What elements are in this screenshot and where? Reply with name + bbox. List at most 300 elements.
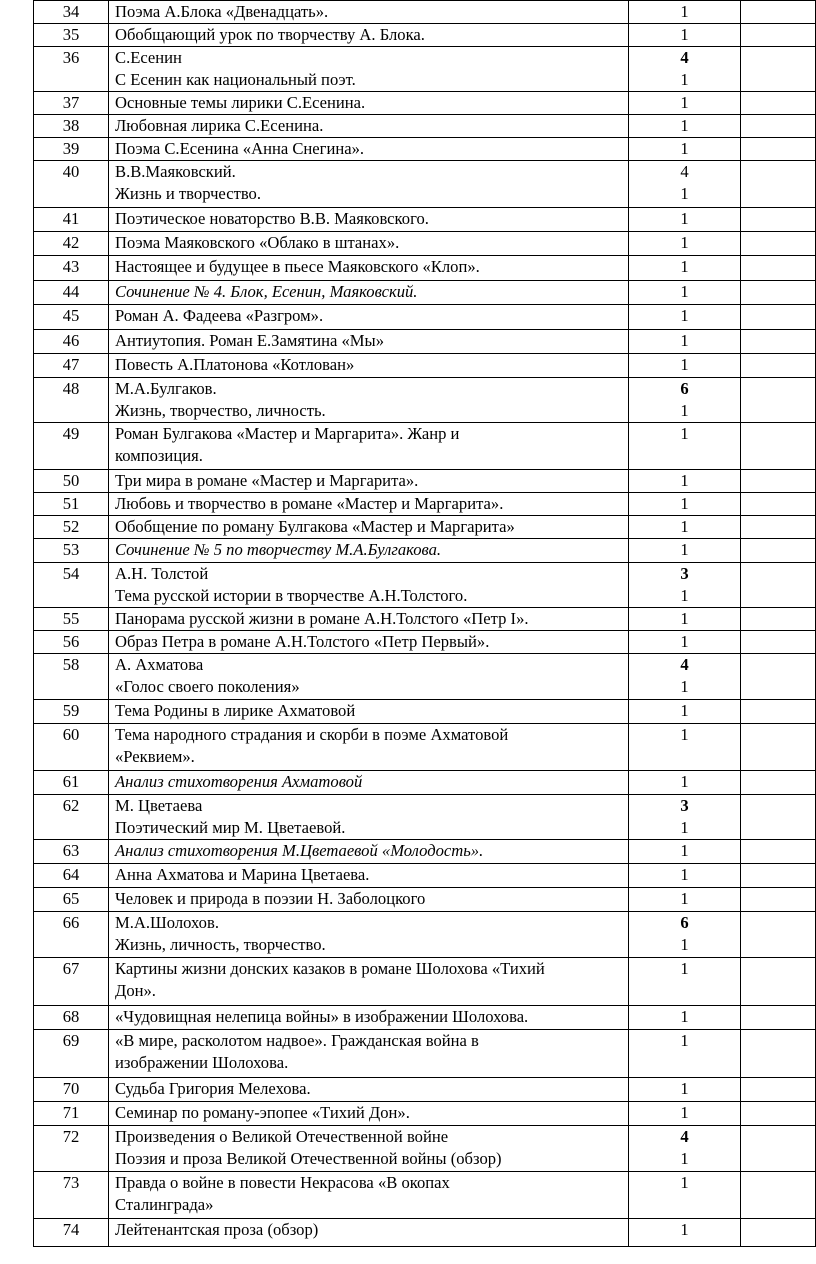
lesson-topic-line: Тема народного страдания и скорби в поэме Ахматовой <box>115 725 509 744</box>
lesson-hours-cell <box>629 1219 741 1247</box>
table-row <box>34 208 816 232</box>
lesson-topic-line: «Голос своего поколения» <box>115 677 300 696</box>
lesson-hours-value: 1 <box>680 677 689 696</box>
lesson-topic-cell <box>109 539 629 563</box>
empty-date-cell <box>741 888 816 912</box>
lesson-topic-line: Антиутопия. Роман Е.Замятина «Мы» <box>115 331 385 350</box>
lesson-hours-cell <box>629 654 741 700</box>
lesson-topic-line: Поэзия и проза Великой Отечественной войны (обзор) <box>115 1149 502 1168</box>
lesson-number-cell: 41 <box>34 208 109 232</box>
lesson-topic-line: Человек и природа в поэзии Н. Заболоцкого <box>115 889 426 908</box>
lesson-topic-cell <box>109 161 629 208</box>
empty-date-cell <box>741 700 816 724</box>
table-row <box>34 378 816 423</box>
table-body <box>34 1 816 1247</box>
table-row <box>34 563 816 608</box>
lesson-topic-cell <box>109 493 629 516</box>
lesson-hours-cell <box>629 423 741 470</box>
lesson-topic-cell <box>109 232 629 256</box>
lesson-topic-line: С Есенин как национальный поэт. <box>115 70 356 89</box>
table-row <box>34 470 816 493</box>
lesson-topic-line: композиция. <box>115 446 203 465</box>
lesson-hours-value: 1 <box>680 471 689 490</box>
table-row <box>34 724 816 771</box>
empty-date-cell <box>741 1030 816 1078</box>
table-row <box>34 700 816 724</box>
lesson-hours-cell <box>629 92 741 115</box>
lesson-topic-line: Роман Булгакова «Мастер и Маргарита». Жанр и <box>115 424 460 443</box>
empty-date-cell <box>741 1219 816 1247</box>
lesson-topic-cell <box>109 1 629 24</box>
section-hours-total: 4 <box>680 655 689 674</box>
empty-date-cell <box>741 608 816 631</box>
lesson-number-cell: 34 <box>34 1 109 24</box>
lesson-hours-cell <box>629 912 741 958</box>
table-row <box>34 1102 816 1126</box>
empty-date-cell <box>741 1006 816 1030</box>
lesson-topic-cell <box>109 115 629 138</box>
lesson-hours-value: 1 <box>680 609 689 628</box>
lesson-hours-value: 1 <box>680 139 689 158</box>
lesson-number-cell: 49 <box>34 423 109 470</box>
lesson-topic-cell <box>109 700 629 724</box>
lesson-topic-line: Картины жизни донских казаков в романе Шолохова «Тихий <box>115 959 545 978</box>
section-hours-total: 4 <box>680 1127 689 1146</box>
lesson-hours-value: 1 <box>680 93 689 112</box>
table-row <box>34 608 816 631</box>
lesson-topic-line: Поэтическое новаторство В.В. Маяковского. <box>115 209 429 228</box>
lesson-number-cell: 56 <box>34 631 109 654</box>
lesson-topic-cell <box>109 1078 629 1102</box>
lesson-hours-cell <box>629 608 741 631</box>
empty-date-cell <box>741 1078 816 1102</box>
lesson-number-cell: 44 <box>34 281 109 305</box>
lesson-number-cell: 39 <box>34 138 109 161</box>
table-row <box>34 1006 816 1030</box>
section-hours-total: 3 <box>680 796 689 815</box>
lesson-number-cell: 62 <box>34 795 109 840</box>
lesson-topic-line: Произведения о Великой Отечественной войне <box>115 1127 449 1146</box>
lesson-hours-cell <box>629 470 741 493</box>
lesson-hours-cell <box>629 1102 741 1126</box>
lesson-hours-value: 1 <box>680 1007 689 1026</box>
empty-date-cell <box>741 470 816 493</box>
empty-date-cell <box>741 115 816 138</box>
lesson-topic-cell <box>109 281 629 305</box>
lesson-topic-line: Роман А. Фадеева «Разгром». <box>115 306 324 325</box>
lesson-topic-cell <box>109 47 629 92</box>
lesson-hours-value: 1 <box>680 1079 689 1098</box>
lesson-hours-value: 1 <box>680 25 689 44</box>
table-row <box>34 631 816 654</box>
lesson-number-cell: 47 <box>34 354 109 378</box>
empty-date-cell <box>741 423 816 470</box>
lesson-number-cell: 58 <box>34 654 109 700</box>
table-row <box>34 47 816 92</box>
table-row <box>34 1126 816 1172</box>
lesson-topic-cell <box>109 208 629 232</box>
lesson-number-cell: 45 <box>34 305 109 330</box>
empty-date-cell <box>741 563 816 608</box>
lesson-topic-line: Сочинение № 4. Блок, Есенин, Маяковский. <box>115 282 418 301</box>
lesson-topic-cell <box>109 563 629 608</box>
lesson-hours-cell <box>629 256 741 281</box>
lesson-number-cell: 35 <box>34 24 109 47</box>
lesson-topic-line: Жизнь, личность, творчество. <box>115 935 326 954</box>
lesson-topic-line: изображении Шолохова. <box>115 1053 289 1072</box>
lesson-hours-value: 1 <box>680 841 689 860</box>
empty-date-cell <box>741 378 816 423</box>
lesson-hours-cell <box>629 888 741 912</box>
lesson-number-cell: 50 <box>34 470 109 493</box>
lesson-topic-line: Судьба Григория Мелехова. <box>115 1079 311 1098</box>
lesson-topic-line: «Реквием». <box>115 747 195 766</box>
empty-date-cell <box>741 724 816 771</box>
lesson-hours-value: 1 <box>680 116 689 135</box>
lesson-hours-cell <box>629 516 741 539</box>
lesson-hours-cell <box>629 493 741 516</box>
table-row <box>34 115 816 138</box>
table-row <box>34 771 816 795</box>
lesson-number-cell: 48 <box>34 378 109 423</box>
table-row <box>34 1219 816 1247</box>
lesson-topic-line: Тема русской истории в творчестве А.Н.Толстого. <box>115 586 468 605</box>
lesson-number-cell: 74 <box>34 1219 109 1247</box>
lesson-number-cell: 65 <box>34 888 109 912</box>
table-row <box>34 912 816 958</box>
lesson-hours-cell <box>629 1172 741 1219</box>
lesson-topic-line: Панорама русской жизни в романе А.Н.Толстого «Петр I». <box>115 609 529 628</box>
lesson-topic-cell <box>109 1219 629 1247</box>
empty-date-cell <box>741 161 816 208</box>
empty-date-cell <box>741 24 816 47</box>
lesson-topic-cell <box>109 470 629 493</box>
empty-date-cell <box>741 493 816 516</box>
lesson-hours-cell <box>629 24 741 47</box>
lesson-number-cell: 51 <box>34 493 109 516</box>
empty-date-cell <box>741 138 816 161</box>
table-row <box>34 161 816 208</box>
lesson-topic-line: Любовь и творчество в романе «Мастер и Маргарита». <box>115 494 504 513</box>
lesson-topic-line: Любовная лирика С.Есенина. <box>115 116 324 135</box>
lesson-number-cell: 66 <box>34 912 109 958</box>
lesson-topic-line: Анализ стихотворения М.Цветаевой «Молодость». <box>115 841 484 860</box>
lesson-topic-cell <box>109 1172 629 1219</box>
lesson-hours-value: 1 <box>680 355 689 374</box>
lesson-hours-cell <box>629 330 741 354</box>
lesson-hours-cell <box>629 47 741 92</box>
empty-date-cell <box>741 47 816 92</box>
lesson-hours-cell <box>629 563 741 608</box>
empty-date-cell <box>741 912 816 958</box>
table-row <box>34 958 816 1006</box>
lesson-topic-cell <box>109 423 629 470</box>
empty-date-cell <box>741 354 816 378</box>
lesson-number-cell: 53 <box>34 539 109 563</box>
lesson-number-cell: 40 <box>34 161 109 208</box>
table-row <box>34 493 816 516</box>
lesson-hours-cell <box>629 115 741 138</box>
table-row <box>34 305 816 330</box>
lesson-hours-cell <box>629 354 741 378</box>
lesson-topic-cell <box>109 608 629 631</box>
lesson-topic-cell <box>109 724 629 771</box>
lesson-hours-value: 1 <box>680 424 689 443</box>
empty-date-cell <box>741 330 816 354</box>
lesson-topic-line: В.В.Маяковский. <box>115 162 236 181</box>
empty-date-cell <box>741 840 816 864</box>
lesson-topic-line: Поэма Маяковского «Облако в штанах». <box>115 233 400 252</box>
empty-date-cell <box>741 795 816 840</box>
lesson-hours-cell <box>629 1126 741 1172</box>
lesson-topic-cell <box>109 795 629 840</box>
lesson-hours-value: 1 <box>680 257 689 276</box>
lesson-plan-table <box>33 0 816 1247</box>
lesson-hours-cell <box>629 795 741 840</box>
lesson-number-cell: 67 <box>34 958 109 1006</box>
table-row <box>34 1078 816 1102</box>
empty-date-cell <box>741 281 816 305</box>
table-row <box>34 888 816 912</box>
lesson-hours-cell <box>629 771 741 795</box>
lesson-topic-line: Поэтический мир М. Цветаевой. <box>115 818 346 837</box>
lesson-topic-line: Обобщающий урок по творчеству А. Блока. <box>115 25 425 44</box>
lesson-number-cell: 63 <box>34 840 109 864</box>
lesson-hours-value: 1 <box>680 306 689 325</box>
empty-date-cell <box>741 256 816 281</box>
section-hours-total: 4 <box>680 48 689 67</box>
lesson-hours-cell <box>629 378 741 423</box>
lesson-hours-cell <box>629 138 741 161</box>
lesson-number-cell: 69 <box>34 1030 109 1078</box>
section-hours-total: 3 <box>680 564 689 583</box>
lesson-topic-cell <box>109 354 629 378</box>
lesson-hours-value: 1 <box>680 889 689 908</box>
lesson-hours-value: 1 <box>680 401 689 420</box>
lesson-topic-cell <box>109 256 629 281</box>
lesson-hours-cell <box>629 1078 741 1102</box>
table-row <box>34 281 816 305</box>
lesson-topic-cell <box>109 305 629 330</box>
section-hours-total: 6 <box>680 913 689 932</box>
lesson-topic-line: Анализ стихотворения Ахматовой <box>115 772 363 791</box>
lesson-topic-line: Лейтенантская проза (обзор) <box>115 1220 319 1239</box>
lesson-number-cell: 36 <box>34 47 109 92</box>
empty-date-cell <box>741 631 816 654</box>
lesson-hours-cell <box>629 631 741 654</box>
lesson-topic-cell <box>109 138 629 161</box>
table-row <box>34 256 816 281</box>
lesson-topic-line: М.А.Шолохов. <box>115 913 219 932</box>
table-row <box>34 1030 816 1078</box>
lesson-hours-cell <box>629 305 741 330</box>
lesson-number-cell: 52 <box>34 516 109 539</box>
lesson-number-cell: 38 <box>34 115 109 138</box>
table-row <box>34 330 816 354</box>
lesson-topic-line: «В мире, расколотом надвое». Гражданская война в <box>115 1031 479 1050</box>
lesson-topic-cell <box>109 912 629 958</box>
lesson-hours-value: 1 <box>680 209 689 228</box>
lesson-hours-value: 1 <box>680 282 689 301</box>
lesson-topic-line: Жизнь и творчество. <box>115 184 261 203</box>
lesson-topic-line: Жизнь, творчество, личность. <box>115 401 326 420</box>
empty-date-cell <box>741 771 816 795</box>
lesson-hours-value: 1 <box>680 517 689 536</box>
empty-date-cell <box>741 1126 816 1172</box>
lesson-number-cell: 37 <box>34 92 109 115</box>
lesson-topic-cell <box>109 840 629 864</box>
section-hours-total: 6 <box>680 379 689 398</box>
lesson-hours-value: 1 <box>680 772 689 791</box>
lesson-topic-line: Анна Ахматова и Марина Цветаева. <box>115 865 370 884</box>
empty-date-cell <box>741 92 816 115</box>
lesson-number-cell: 60 <box>34 724 109 771</box>
lesson-hours-value: 1 <box>680 818 689 837</box>
lesson-hours-value: 1 <box>680 701 689 720</box>
lesson-topic-line: М.А.Булгаков. <box>115 379 217 398</box>
empty-date-cell <box>741 654 816 700</box>
lesson-topic-line: М. Цветаева <box>115 796 203 815</box>
empty-date-cell <box>741 208 816 232</box>
table-row <box>34 539 816 563</box>
table-row <box>34 864 816 888</box>
empty-date-cell <box>741 864 816 888</box>
empty-date-cell <box>741 1 816 24</box>
table-row <box>34 840 816 864</box>
lesson-topic-line: С.Есенин <box>115 48 182 67</box>
lesson-topic-cell <box>109 1102 629 1126</box>
lesson-hours-value: 1 <box>680 865 689 884</box>
document-page <box>33 0 816 1247</box>
lesson-number-cell: 68 <box>34 1006 109 1030</box>
lesson-number-cell: 43 <box>34 256 109 281</box>
empty-date-cell <box>741 305 816 330</box>
lesson-hours-value: 1 <box>680 1220 689 1239</box>
lesson-topic-cell <box>109 1006 629 1030</box>
lesson-hours-value: 1 <box>680 331 689 350</box>
lesson-number-cell: 46 <box>34 330 109 354</box>
empty-date-cell <box>741 539 816 563</box>
table-row <box>34 92 816 115</box>
lesson-topic-cell <box>109 958 629 1006</box>
lesson-topic-line: Сочинение № 5 по творчеству М.А.Булгакова. <box>115 540 442 559</box>
table-row <box>34 354 816 378</box>
table-row <box>34 24 816 47</box>
lesson-hours-cell <box>629 1006 741 1030</box>
lesson-topic-cell <box>109 864 629 888</box>
lesson-topic-cell <box>109 631 629 654</box>
lesson-hours-cell <box>629 724 741 771</box>
lesson-topic-cell <box>109 24 629 47</box>
lesson-hours-cell <box>629 539 741 563</box>
lesson-number-cell: 54 <box>34 563 109 608</box>
lesson-topic-line: Три мира в романе «Мастер и Маргарита». <box>115 471 419 490</box>
empty-date-cell <box>741 1172 816 1219</box>
lesson-topic-line: А. Ахматова <box>115 655 204 674</box>
lesson-topic-cell <box>109 654 629 700</box>
lesson-topic-line: Повесть А.Платонова «Котлован» <box>115 355 355 374</box>
lesson-number-cell: 73 <box>34 1172 109 1219</box>
lesson-hours-value: 1 <box>680 632 689 651</box>
lesson-topic-cell <box>109 92 629 115</box>
table-row <box>34 516 816 539</box>
table-row <box>34 1172 816 1219</box>
lesson-number-cell: 59 <box>34 700 109 724</box>
lesson-hours-value: 1 <box>680 233 689 252</box>
lesson-topic-cell <box>109 516 629 539</box>
lesson-hours-cell <box>629 864 741 888</box>
lesson-topic-line: Образ Петра в романе А.Н.Толстого «Петр Первый». <box>115 632 490 651</box>
table-row <box>34 423 816 470</box>
lesson-hours-value: 1 <box>680 70 689 89</box>
lesson-hours-value: 1 <box>680 494 689 513</box>
lesson-topic-line: Основные темы лирики С.Есенина. <box>115 93 366 112</box>
section-hours-total: 4 <box>680 162 689 181</box>
lesson-number-cell: 55 <box>34 608 109 631</box>
lesson-hours-value: 1 <box>680 540 689 559</box>
lesson-topic-line: Тема Родины в лирике Ахматовой <box>115 701 356 720</box>
table-row <box>34 654 816 700</box>
lesson-number-cell: 61 <box>34 771 109 795</box>
table-row <box>34 1 816 24</box>
lesson-hours-value: 1 <box>680 586 689 605</box>
lesson-hours-cell <box>629 161 741 208</box>
lesson-hours-cell <box>629 281 741 305</box>
lesson-topic-line: А.Н. Толстой <box>115 564 209 583</box>
lesson-hours-value: 1 <box>680 959 689 978</box>
empty-date-cell <box>741 1102 816 1126</box>
table-row <box>34 795 816 840</box>
lesson-topic-line: Поэма А.Блока «Двенадцать». <box>115 2 329 21</box>
lesson-topic-line: «Чудовищная нелепица войны» в изображении Шолохова. <box>115 1007 529 1026</box>
lesson-topic-line: Обобщение по роману Булгакова «Мастер и Маргарита» <box>115 517 515 536</box>
lesson-hours-value: 1 <box>680 1173 689 1192</box>
lesson-hours-value: 1 <box>680 725 689 744</box>
lesson-topic-cell <box>109 1126 629 1172</box>
lesson-hours-cell <box>629 958 741 1006</box>
lesson-topic-line: Семинар по роману-эпопее «Тихий Дон». <box>115 1103 410 1122</box>
lesson-topic-line: Поэма С.Есенина «Анна Снегина». <box>115 139 365 158</box>
lesson-topic-cell <box>109 771 629 795</box>
lesson-topic-line: Правда о войне в повести Некрасова «В окопах <box>115 1173 450 1192</box>
lesson-number-cell: 42 <box>34 232 109 256</box>
lesson-hours-cell <box>629 1 741 24</box>
lesson-topic-line: Настоящее и будущее в пьесе Маяковского «Клоп». <box>115 257 480 276</box>
lesson-hours-cell <box>629 700 741 724</box>
lesson-hours-value: 1 <box>680 1149 689 1168</box>
lesson-number-cell: 71 <box>34 1102 109 1126</box>
lesson-hours-cell <box>629 840 741 864</box>
lesson-number-cell: 72 <box>34 1126 109 1172</box>
lesson-topic-cell <box>109 330 629 354</box>
lesson-number-cell: 70 <box>34 1078 109 1102</box>
lesson-topic-line: Сталинграда» <box>115 1195 214 1214</box>
empty-date-cell <box>741 232 816 256</box>
lesson-topic-line: Дон». <box>115 981 156 1000</box>
empty-date-cell <box>741 958 816 1006</box>
lesson-hours-cell <box>629 1030 741 1078</box>
table-row <box>34 138 816 161</box>
lesson-topic-cell <box>109 1030 629 1078</box>
lesson-hours-value: 1 <box>680 184 689 203</box>
lesson-number-cell: 64 <box>34 864 109 888</box>
lesson-topic-cell <box>109 378 629 423</box>
lesson-hours-cell <box>629 232 741 256</box>
empty-date-cell <box>741 516 816 539</box>
lesson-hours-value: 1 <box>680 1031 689 1050</box>
lesson-topic-cell <box>109 888 629 912</box>
table-row <box>34 232 816 256</box>
